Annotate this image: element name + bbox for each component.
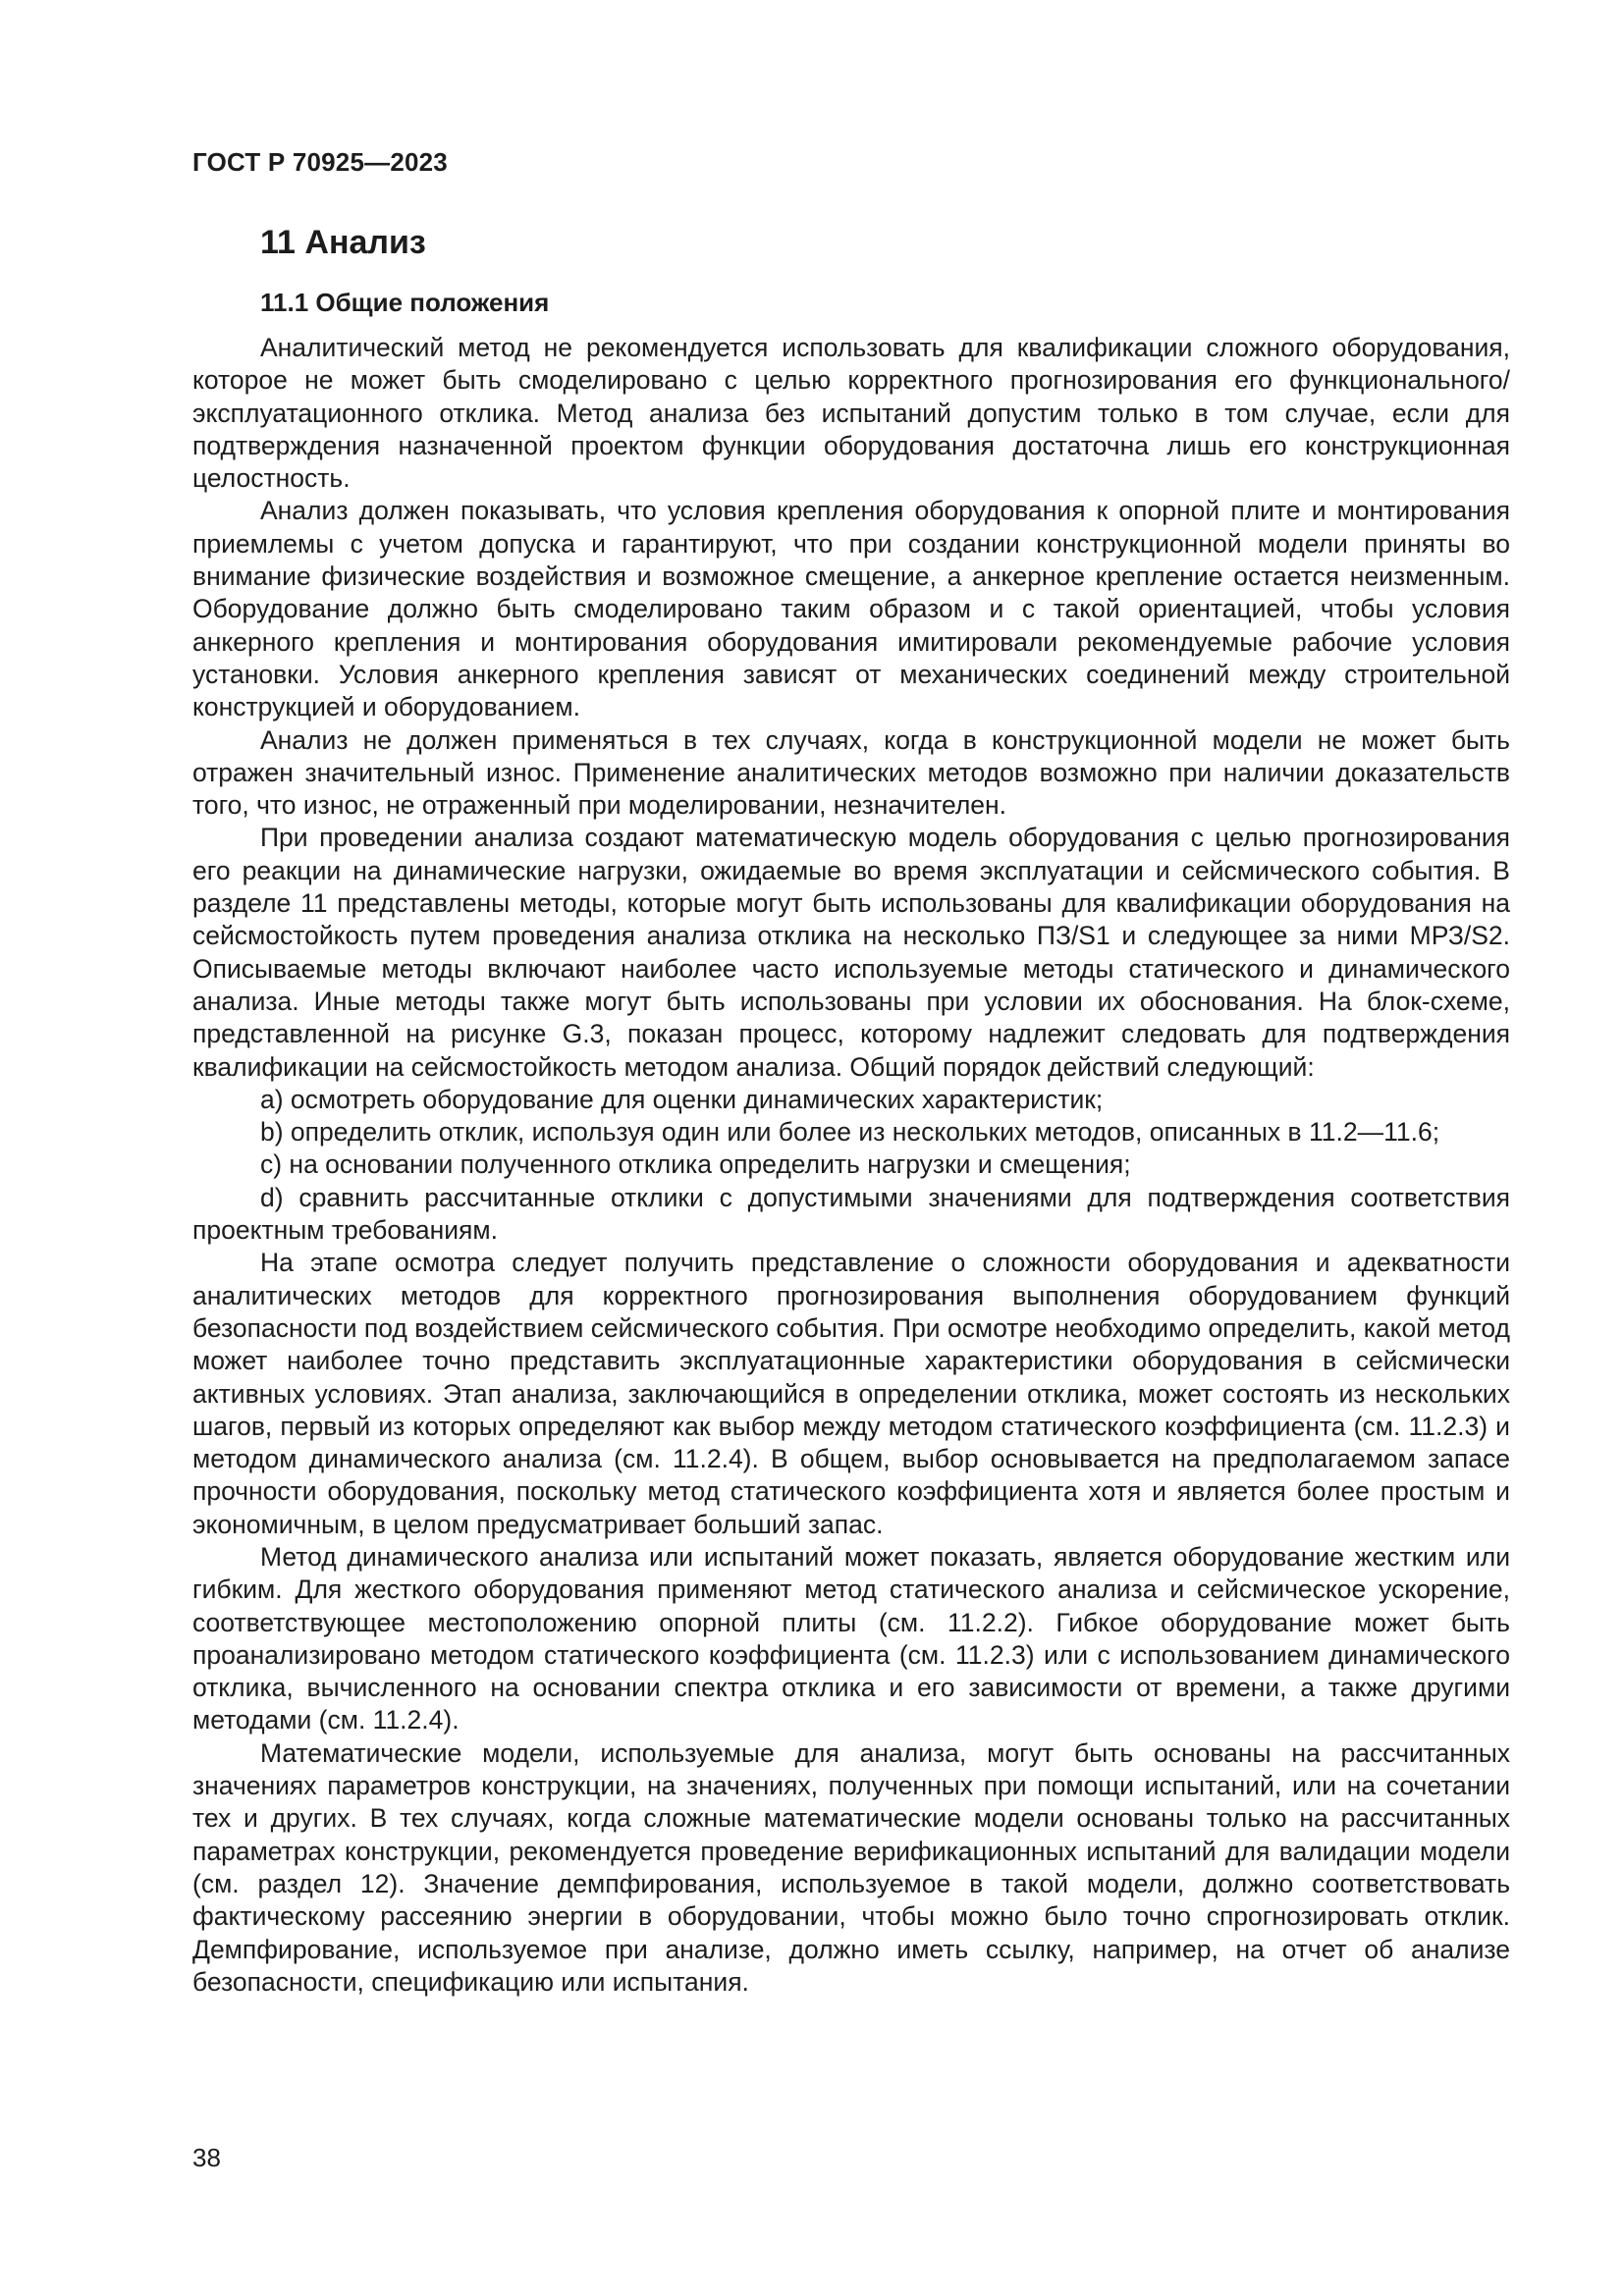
paragraph: Аналитический метод не рекомендуется использовать для квалификации сложного оборудования, которое не может быть смоделировано с целью корректного прогнозирования его функционального/эксплуатационного отклика. Метод анализа без испытаний допустим только в том случае, если для подтверждения назначенной проектом функции оборудования достаточна лишь его конструкционная целостность. [192, 333, 1510, 494]
paragraph: Анализ должен показывать, что условия крепления оборудования к опорной плите и монтирования приемлемы с учетом допуска и гарантируют, что при создании конструкционной модели приняты во внимание физические воздействия и возможное смещение, а анкерное крепление остается неизменным. Оборудование должно быть смоделировано таким образом и с такой ориентацией, чтобы условия анкерного крепления и монтирования оборудования имитировали рекомендуемые рабочие условия установки. Условия анкерного крепления зависят от механических соединений между строительной конструкцией и оборудованием. [192, 496, 1510, 722]
subsection-title: 11.1 Общие положения [260, 288, 550, 317]
paragraph: Анализ не должен применяться в тех случаях, когда в конструкционной модели не может быть отражен значительный износ. Применение аналитических методов возможно при наличии доказательств того, что износ, не отраженный при моделировании, незначителен. [192, 724, 1510, 821]
paragraph: Математические модели, используемые для анализа, могут быть основаны на рассчитанных значениях параметров конструкции, на значениях, полученных при помощи испытаний, или на сочетании тех и других. В тех случаях, когда сложные математические модели основаны только на рассчитанных параметрах конструкции, рекомендуется проведение верификационных испытаний для валидации модели (см. раздел 12). Значение демпфирования, используемое в такой модели, должно соответствовать фактическому рассеянию энергии в оборудовании, чтобы можно было точно спрогнозировать отклик. Демпфирование, используемое при анализе, должно иметь ссылку, например, на отчет об анализе безопасности, спецификацию или испытания. [192, 1737, 1510, 1997]
paragraph: При проведении анализа создают математическую модель оборудования с целью прогнозирования его реакции на динамические нагрузки, ожидаемые во время эксплуатации и сейсмического события. В разделе 11 представлены методы, которые могут быть использованы для квалификации оборудования на сейсмостойкость путем проведения анализа отклика на несколько ПЗ/S1 и следующее за ними МРЗ/S2. Описываемые методы включают наиболее часто используемые методы статического и динамического анализа. Иные методы также могут быть использованы при условии их обоснования. На блок-схеме, представленной на рисунке G.3, показан процесс, которому надлежит следовать для подтверждения квалификации на сейсмостойкость методом анализа. Общий порядок действий следующий: [192, 823, 1510, 1082]
list-item: c) на основании полученного отклика определить нагрузки и смещения; [260, 1149, 1131, 1180]
document-code: ГОСТ Р 70925—2023 [192, 147, 448, 177]
list-item: a) осмотреть оборудование для оценки динамических характеристик; [260, 1084, 1104, 1114]
page-number: 38 [192, 2143, 221, 2172]
list-item: b) определить отклик, используя один или более из нескольких методов, описанных в 11.2—11.6; [260, 1117, 1440, 1148]
paragraph: На этапе осмотра следует получить представление о сложности оборудования и адекватности аналитических методов для корректного прогнозирования выполнения оборудованием функций безопасности под воздействием сейсмического события. При осмотре необходимо определить, какой метод может наиболее точно представить эксплуатационные характеристики оборудования в сейсмически активных условиях. Этап анализа, заключающийся в определении отклика, может состоять из нескольких шагов, первый из которых определяют как выбор между методом статического коэффициента (см. 11.2.3) и методом динамического анализа (см. 11.2.4). В общем, выбор основывается на предполагаемом запасе прочности оборудования, поскольку метод статического коэффициента хотя и является более простым и экономичным, в целом предусматривает больший запас. [192, 1248, 1510, 1539]
paragraph: Метод динамического анализа или испытаний может показать, является оборудование жестким или гибким. Для жесткого оборудования применяют метод статического анализа и сейсмическое ускорение, соответствующее местоположению опорной плиты (см. 11.2.2). Гибкое оборудование может быть проанализировано методом статического коэффициента (см. 11.2.3) или с использованием динамического отклика, вычисленного на основании спектра отклика и его зависимости от времени, а также другими методами (см. 11.2.4). [192, 1541, 1510, 1735]
body-text [192, 332, 1510, 1999]
section-title: 11 Анализ [260, 224, 426, 261]
list-item: d) сравнить рассчитанные отклики с допустимыми значениями для подтверждения соответствия проектным требованиям. [192, 1182, 1510, 1246]
